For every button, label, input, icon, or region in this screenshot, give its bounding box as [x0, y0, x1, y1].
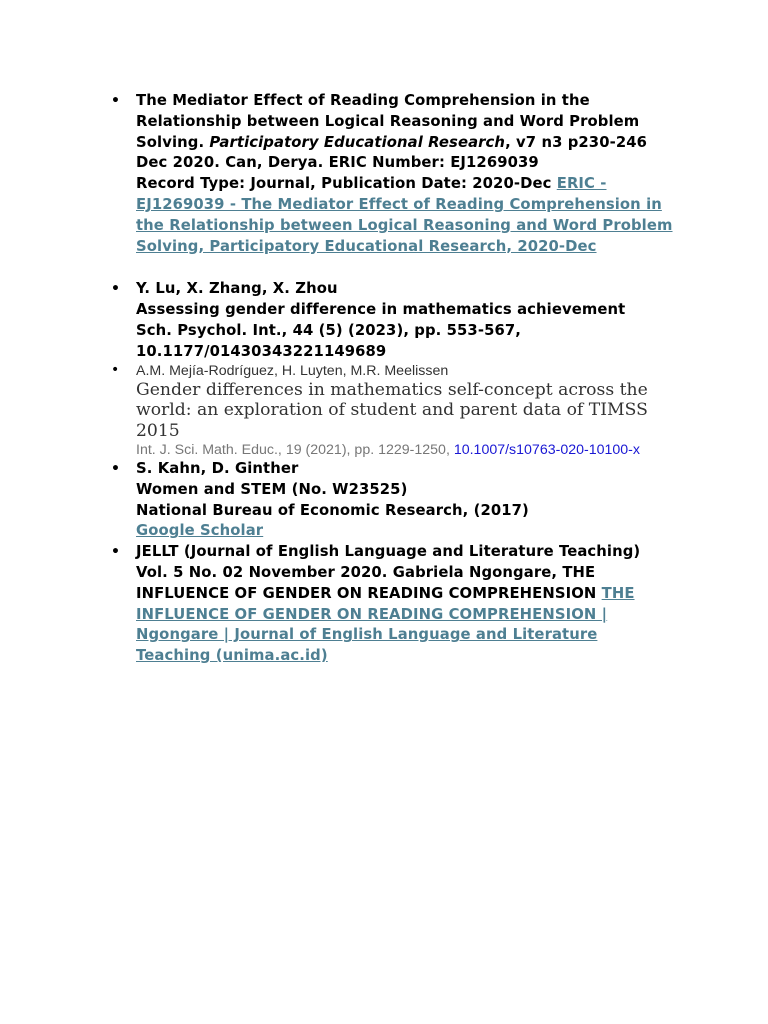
- ref2-doi: 10.1177/01430343221149689: [136, 342, 387, 360]
- ref5-title: INFLUENCE OF GENDER ON READING COMPREHENSION: [136, 584, 602, 602]
- bullet-marker: •: [111, 281, 121, 298]
- reference-item-1: [111, 91, 681, 257]
- ref1-line3: [136, 133, 681, 154]
- ref1-record-type: Record Type: Journal, Publication Date: 2020-Dec: [136, 175, 557, 193]
- ref4-title: Women and STEM (No. W23525): [136, 480, 408, 498]
- ref1-line4: Dec 2020. Can, Derya. ERIC Number: EJ1269039: [136, 154, 539, 172]
- reference-item-4: [111, 459, 681, 542]
- ref2-title: Assessing gender difference in mathematics achievement: [136, 301, 626, 319]
- ref1-volume: , v7 n3 p230-246: [505, 133, 648, 151]
- ref3-title-line3: 2015: [136, 420, 180, 441]
- google-scholar-link[interactable]: Google Scholar: [136, 522, 264, 540]
- ref1-title-end: Solving.: [136, 133, 210, 151]
- ref5-line3: [136, 584, 681, 605]
- ref1-line5: [136, 174, 681, 195]
- ref3-source-line: [136, 441, 681, 459]
- ref2-source: Sch. Psychol. Int., 44 (5) (2023), pp. 553-567,: [136, 321, 521, 339]
- reference-item-3: [111, 361, 681, 460]
- ref1-title-line2: Relationship between Logical Reasoning and Word Problem: [136, 112, 640, 130]
- ref3-authors: A.M. Mejía-Rodríguez, H. Luyten, M.R. Meelissen: [136, 362, 449, 379]
- bullet-marker: •: [111, 93, 121, 109]
- ref2-authors: Y. Lu, X. Zhang, X. Zhou: [136, 280, 338, 298]
- reference-item-5: [111, 542, 681, 667]
- ref3-title-line1: Gender differences in mathematics self-concept across the: [136, 379, 648, 400]
- ref5-article-link-line3[interactable]: Ngongare | Journal of English Language and Literature: [136, 626, 598, 644]
- ref1-eric-link-line4[interactable]: Solving, Participatory Educational Research, 2020-Dec: [136, 237, 597, 255]
- ref3-source: Int. J. Sci. Math. Educ., 19 (2021), pp. 1229-1250,: [136, 442, 454, 459]
- ref4-authors: S. Kahn, D. Ginther: [136, 460, 299, 478]
- ref5-issue: Vol. 5 No. 02 November 2020. Gabriela Ngongare, THE: [136, 564, 596, 582]
- ref1-eric-link-line2[interactable]: EJ1269039 - The Mediator Effect of Reading Comprehension in: [136, 195, 662, 213]
- ref1-eric-link[interactable]: ERIC -: [556, 175, 607, 193]
- reference-item-2: [111, 279, 681, 362]
- bullet-marker: •: [111, 461, 121, 478]
- ref3-title-line2: world: an exploration of student and parent data of TIMSS: [136, 400, 648, 421]
- ref5-article-link[interactable]: THE: [601, 584, 635, 602]
- bullet-marker: •: [111, 361, 120, 378]
- reference-list: [111, 91, 681, 667]
- ref5-journal: JELLT (Journal of English Language and Literature Teaching): [136, 543, 641, 561]
- ref4-publisher: National Bureau of Economic Research, (2017): [136, 501, 529, 519]
- ref1-eric-link-line3[interactable]: the Relationship between Logical Reasoning and Word Problem: [136, 216, 673, 234]
- bullet-marker: •: [111, 544, 121, 561]
- ref1-journal: Participatory Educational Research: [209, 133, 506, 151]
- ref5-article-link-line4[interactable]: Teaching (unima.ac.id): [136, 647, 328, 665]
- ref5-article-link-line2[interactable]: INFLUENCE OF GENDER ON READING COMPREHENSION |: [136, 605, 608, 623]
- ref1-title-line1: The Mediator Effect of Reading Comprehension in the: [136, 92, 590, 109]
- ref3-doi-link[interactable]: 10.1007/s10763-020-10100-x: [453, 442, 640, 459]
